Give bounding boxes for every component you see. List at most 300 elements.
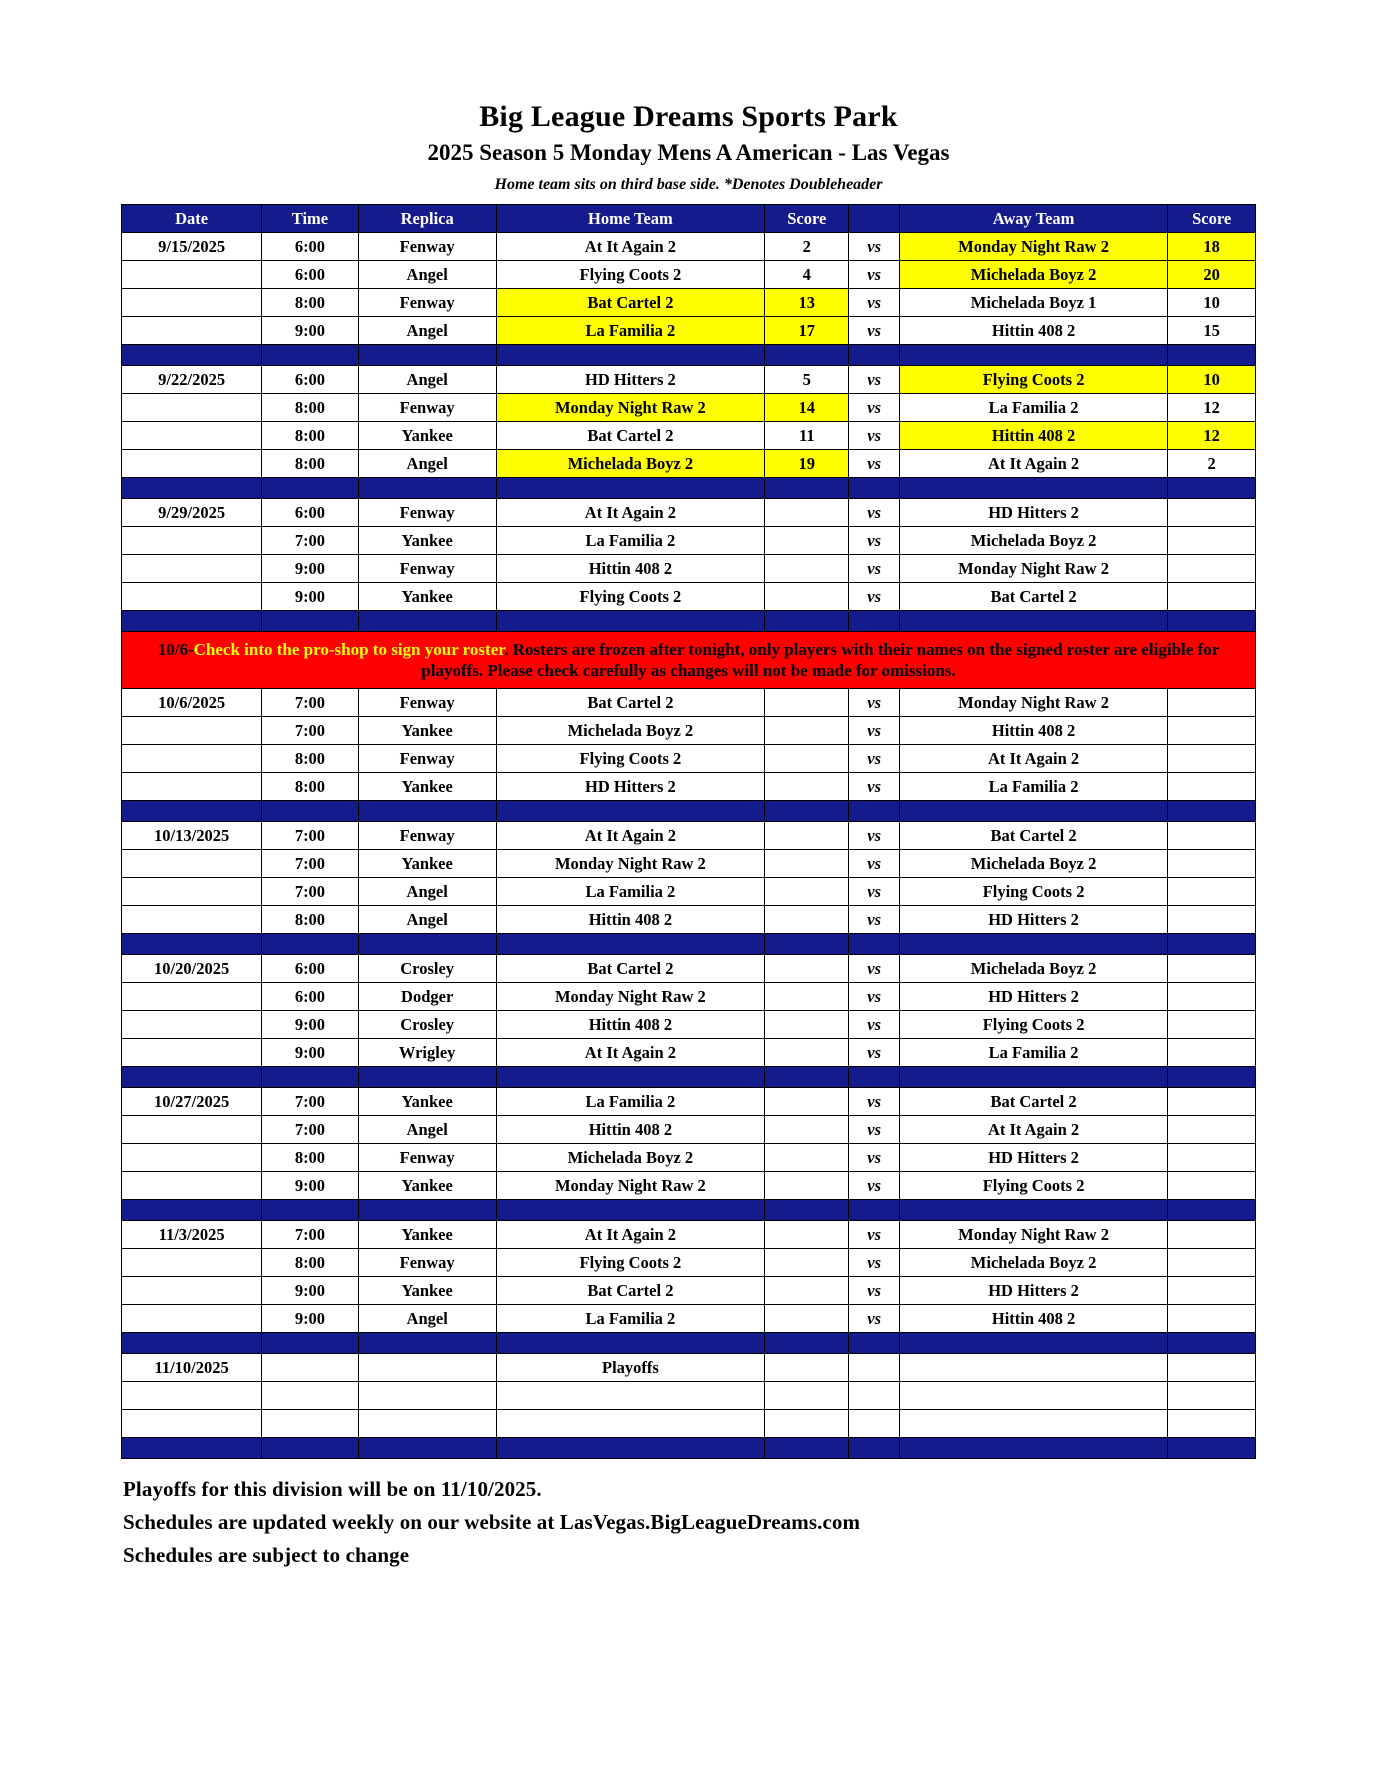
- roster-notice-row: [122, 632, 1256, 689]
- cell-replica: Fenway: [358, 289, 496, 317]
- separator-cell: [122, 934, 262, 955]
- separator-cell: [849, 478, 899, 499]
- cell-vs: vs: [849, 822, 899, 850]
- page-subtitle: 2025 Season 5 Monday Mens A American - Las Vegas: [427, 140, 950, 165]
- cell-date: 10/27/2025: [122, 1088, 262, 1116]
- separator-cell: [899, 1067, 1167, 1088]
- table-body: [122, 233, 1256, 1459]
- cell-replica: Fenway: [358, 1144, 496, 1172]
- cell-vs: vs: [849, 1221, 899, 1249]
- cell-vs: vs: [849, 366, 899, 394]
- cell-away-team: Bat Cartel 2: [899, 1088, 1167, 1116]
- cell-home-team: Flying Coots 2: [496, 583, 764, 611]
- cell-away-team: Michelada Boyz 1: [899, 289, 1167, 317]
- cell-away-team: La Familia 2: [899, 773, 1167, 801]
- cell-date: [122, 745, 262, 773]
- cell-replica: Crosley: [358, 955, 496, 983]
- separator-cell: [262, 801, 358, 822]
- cell-away-team: Hittin 408 2: [899, 1305, 1167, 1333]
- cell-home-score: 17: [765, 317, 849, 345]
- separator-cell: [899, 1333, 1167, 1354]
- cell-vs: vs: [849, 1144, 899, 1172]
- table-row: [122, 1116, 1256, 1144]
- table-row: [122, 745, 1256, 773]
- cell-away-score: [1168, 1249, 1256, 1277]
- cell-away-score: 18: [1168, 233, 1256, 261]
- footer-playoffs-line: Playoffs for this division will be on 11/10/2025.: [123, 1477, 542, 1501]
- cell-replica: Yankee: [358, 527, 496, 555]
- cell-time: 8:00: [262, 450, 358, 478]
- week-separator-row: [122, 1333, 1256, 1354]
- table-row: [122, 1410, 1256, 1438]
- cell-away-team: Michelada Boyz 2: [899, 955, 1167, 983]
- cell-away-score: 2: [1168, 450, 1256, 478]
- cell-time: 7:00: [262, 527, 358, 555]
- separator-cell: [262, 1067, 358, 1088]
- table-row: [122, 1172, 1256, 1200]
- cell-vs: vs: [849, 527, 899, 555]
- table-row: [122, 955, 1256, 983]
- table-row: [122, 717, 1256, 745]
- table-row: [122, 1354, 1256, 1382]
- separator-cell: [496, 934, 764, 955]
- cell-time: 7:00: [262, 1088, 358, 1116]
- separator-cell: [122, 611, 262, 632]
- cell-time: 7:00: [262, 850, 358, 878]
- week-separator-row: [122, 1067, 1256, 1088]
- cell-replica: Yankee: [358, 1221, 496, 1249]
- separator-cell: [496, 1438, 764, 1459]
- table-row: [122, 822, 1256, 850]
- cell-home-score: [765, 555, 849, 583]
- separator-cell: [262, 1200, 358, 1221]
- separator-cell: [1168, 1200, 1256, 1221]
- separator-cell: [899, 934, 1167, 955]
- cell-home-team: Flying Coots 2: [496, 1249, 764, 1277]
- table-row: [122, 1249, 1256, 1277]
- cell-date: [122, 1249, 262, 1277]
- cell-date: 10/6/2025: [122, 689, 262, 717]
- cell-home-score: [765, 1249, 849, 1277]
- table-row: [122, 289, 1256, 317]
- cell-vs: vs: [849, 289, 899, 317]
- cell-vs: vs: [849, 1305, 899, 1333]
- table-row: [122, 261, 1256, 289]
- cell-date: [122, 289, 262, 317]
- cell-home-score: [765, 983, 849, 1011]
- table-row: [122, 527, 1256, 555]
- cell-date: [122, 850, 262, 878]
- cell-away-score: [1168, 878, 1256, 906]
- cell-date: [122, 450, 262, 478]
- cell-date: [122, 717, 262, 745]
- cell-replica: Yankee: [358, 1172, 496, 1200]
- cell-home-score: [765, 1039, 849, 1067]
- separator-cell: [262, 934, 358, 955]
- table-row: [122, 850, 1256, 878]
- cell-replica: [358, 1410, 496, 1438]
- cell-away-score: [1168, 822, 1256, 850]
- cell-away-score: 10: [1168, 289, 1256, 317]
- cell-away-score: [1168, 499, 1256, 527]
- cell-away-team: [899, 1382, 1167, 1410]
- cell-vs: vs: [849, 717, 899, 745]
- cell-time: 8:00: [262, 394, 358, 422]
- column-header-vs: [849, 205, 899, 233]
- separator-cell: [899, 1438, 1167, 1459]
- cell-away-score: 12: [1168, 394, 1256, 422]
- separator-cell: [765, 1333, 849, 1354]
- cell-vs: vs: [849, 261, 899, 289]
- cell-date: 11/10/2025: [122, 1354, 262, 1382]
- table-row: [122, 1088, 1256, 1116]
- cell-replica: Fenway: [358, 394, 496, 422]
- week-separator-row: [122, 611, 1256, 632]
- cell-replica: Yankee: [358, 422, 496, 450]
- cell-away-score: [1168, 1039, 1256, 1067]
- cell-away-team: Flying Coots 2: [899, 1011, 1167, 1039]
- column-header-home-score: Score: [765, 205, 849, 233]
- separator-cell: [765, 611, 849, 632]
- cell-time: 8:00: [262, 1144, 358, 1172]
- separator-cell: [358, 345, 496, 366]
- cell-time: 8:00: [262, 745, 358, 773]
- cell-vs: vs: [849, 878, 899, 906]
- cell-vs: vs: [849, 1277, 899, 1305]
- cell-replica: Angel: [358, 906, 496, 934]
- table-row: [122, 1382, 1256, 1410]
- separator-cell: [849, 801, 899, 822]
- cell-date: 11/3/2025: [122, 1221, 262, 1249]
- cell-vs: [849, 1354, 899, 1382]
- cell-away-score: [1168, 850, 1256, 878]
- cell-away-score: 12: [1168, 422, 1256, 450]
- table-row: [122, 1011, 1256, 1039]
- table-row: [122, 1039, 1256, 1067]
- cell-time: 6:00: [262, 955, 358, 983]
- cell-replica: Fenway: [358, 499, 496, 527]
- cell-time: 9:00: [262, 317, 358, 345]
- cell-vs: vs: [849, 394, 899, 422]
- separator-cell: [122, 345, 262, 366]
- cell-away-score: [1168, 583, 1256, 611]
- week-separator-row: [122, 1200, 1256, 1221]
- cell-home-team: Michelada Boyz 2: [496, 1144, 764, 1172]
- cell-date: 9/22/2025: [122, 366, 262, 394]
- cell-away-score: [1168, 555, 1256, 583]
- separator-cell: [358, 801, 496, 822]
- cell-home-team: Monday Night Raw 2: [496, 983, 764, 1011]
- cell-away-score: 10: [1168, 366, 1256, 394]
- separator-cell: [496, 1067, 764, 1088]
- cell-time: 9:00: [262, 1011, 358, 1039]
- cell-home-team: Flying Coots 2: [496, 745, 764, 773]
- cell-time: 7:00: [262, 1116, 358, 1144]
- cell-home-team: Hittin 408 2: [496, 1011, 764, 1039]
- table-row: [122, 878, 1256, 906]
- cell-vs: [849, 1410, 899, 1438]
- cell-home-score: [765, 1144, 849, 1172]
- cell-home-score: [765, 955, 849, 983]
- cell-away-team: Michelada Boyz 2: [899, 850, 1167, 878]
- column-header-time: Time: [262, 205, 358, 233]
- cell-away-team: Flying Coots 2: [899, 878, 1167, 906]
- cell-home-team: Playoffs: [496, 1354, 764, 1382]
- separator-cell: [262, 345, 358, 366]
- separator-cell: [849, 611, 899, 632]
- cell-vs: vs: [849, 450, 899, 478]
- cell-replica: Angel: [358, 1305, 496, 1333]
- cell-home-score: [765, 1088, 849, 1116]
- notice-rest: . Rosters are frozen after tonight, only players with their names on the signed roster are eligible for playoffs. Please check carefully as changes will not be made for omissions.: [421, 639, 1220, 680]
- separator-cell: [496, 478, 764, 499]
- separator-cell: [899, 801, 1167, 822]
- cell-home-team: At It Again 2: [496, 499, 764, 527]
- cell-time: 6:00: [262, 499, 358, 527]
- cell-home-score: 14: [765, 394, 849, 422]
- cell-time: 7:00: [262, 717, 358, 745]
- cell-away-score: 20: [1168, 261, 1256, 289]
- cell-time: [262, 1382, 358, 1410]
- table-row: [122, 1277, 1256, 1305]
- cell-date: [122, 906, 262, 934]
- table-row: [122, 1305, 1256, 1333]
- cell-home-team: At It Again 2: [496, 233, 764, 261]
- cell-time: 8:00: [262, 1249, 358, 1277]
- cell-home-score: 4: [765, 261, 849, 289]
- cell-time: 9:00: [262, 1039, 358, 1067]
- cell-replica: Crosley: [358, 1011, 496, 1039]
- cell-vs: vs: [849, 1172, 899, 1200]
- cell-home-score: [765, 499, 849, 527]
- table-row: [122, 555, 1256, 583]
- table-row: [122, 773, 1256, 801]
- cell-home-team: La Familia 2: [496, 1305, 764, 1333]
- separator-cell: [496, 1333, 764, 1354]
- cell-away-team: Bat Cartel 2: [899, 583, 1167, 611]
- cell-away-team: HD Hitters 2: [899, 1277, 1167, 1305]
- cell-home-score: [765, 1221, 849, 1249]
- cell-date: 9/15/2025: [122, 233, 262, 261]
- cell-home-score: [765, 1116, 849, 1144]
- separator-cell: [765, 345, 849, 366]
- cell-date: 10/20/2025: [122, 955, 262, 983]
- separator-cell: [358, 1200, 496, 1221]
- cell-date: [122, 1011, 262, 1039]
- column-header-away-team: Away Team: [899, 205, 1167, 233]
- cell-away-score: [1168, 1305, 1256, 1333]
- table-row: [122, 422, 1256, 450]
- cell-date: [122, 1382, 262, 1410]
- separator-cell: [1168, 1333, 1256, 1354]
- cell-time: 9:00: [262, 1277, 358, 1305]
- cell-home-score: [765, 1277, 849, 1305]
- footer-website-line: Schedules are updated weekly on our website at LasVegas.BigLeagueDreams.com: [123, 1510, 861, 1534]
- cell-away-score: [1168, 1277, 1256, 1305]
- separator-cell: [262, 478, 358, 499]
- cell-time: 8:00: [262, 289, 358, 317]
- cell-away-team: [899, 1410, 1167, 1438]
- cell-vs: vs: [849, 233, 899, 261]
- cell-time: 6:00: [262, 366, 358, 394]
- cell-replica: Yankee: [358, 1088, 496, 1116]
- cell-home-team: Monday Night Raw 2: [496, 1172, 764, 1200]
- separator-cell: [1168, 611, 1256, 632]
- cell-date: [122, 422, 262, 450]
- cell-vs: vs: [849, 499, 899, 527]
- separator-cell: [1168, 345, 1256, 366]
- cell-away-score: [1168, 1410, 1256, 1438]
- cell-date: [122, 261, 262, 289]
- table-row: [122, 394, 1256, 422]
- cell-replica: [358, 1354, 496, 1382]
- cell-home-team: Hittin 408 2: [496, 555, 764, 583]
- cell-replica: Fenway: [358, 1249, 496, 1277]
- cell-vs: vs: [849, 906, 899, 934]
- cell-home-team: Bat Cartel 2: [496, 955, 764, 983]
- footer-notes: [120, 1477, 1257, 1568]
- separator-cell: [1168, 1438, 1256, 1459]
- cell-away-score: [1168, 1172, 1256, 1200]
- separator-cell: [849, 1067, 899, 1088]
- table-row: [122, 689, 1256, 717]
- cell-replica: Angel: [358, 261, 496, 289]
- cell-date: [122, 1277, 262, 1305]
- cell-home-team: [496, 1382, 764, 1410]
- cell-time: 9:00: [262, 1305, 358, 1333]
- cell-home-team: At It Again 2: [496, 1221, 764, 1249]
- cell-away-score: [1168, 1144, 1256, 1172]
- cell-home-score: 5: [765, 366, 849, 394]
- cell-replica: Fenway: [358, 822, 496, 850]
- cell-home-team: Hittin 408 2: [496, 906, 764, 934]
- separator-cell: [849, 345, 899, 366]
- column-header-away-score: Score: [1168, 205, 1256, 233]
- cell-away-score: [1168, 955, 1256, 983]
- cell-home-score: [765, 745, 849, 773]
- separator-cell: [262, 1333, 358, 1354]
- cell-home-team: Monday Night Raw 2: [496, 394, 764, 422]
- cell-away-team: Monday Night Raw 2: [899, 689, 1167, 717]
- cell-home-score: [765, 1354, 849, 1382]
- table-row: [122, 1221, 1256, 1249]
- cell-away-score: [1168, 1382, 1256, 1410]
- cell-replica: Yankee: [358, 583, 496, 611]
- cell-home-score: [765, 1305, 849, 1333]
- cell-vs: vs: [849, 583, 899, 611]
- cell-away-score: [1168, 1011, 1256, 1039]
- cell-replica: Fenway: [358, 555, 496, 583]
- week-separator-row: [122, 345, 1256, 366]
- cell-home-team: La Familia 2: [496, 1088, 764, 1116]
- cell-replica: Angel: [358, 366, 496, 394]
- cell-away-score: [1168, 983, 1256, 1011]
- page-note: Home team sits on third base side. *Denotes Doubleheader: [494, 176, 883, 193]
- cell-replica: Yankee: [358, 1277, 496, 1305]
- column-header-replica: Replica: [358, 205, 496, 233]
- cell-home-score: [765, 527, 849, 555]
- cell-date: [122, 1305, 262, 1333]
- cell-away-team: Monday Night Raw 2: [899, 1221, 1167, 1249]
- separator-cell: [122, 1438, 262, 1459]
- cell-away-team: Hittin 408 2: [899, 422, 1167, 450]
- cell-home-team: Bat Cartel 2: [496, 689, 764, 717]
- cell-vs: vs: [849, 317, 899, 345]
- separator-cell: [849, 1333, 899, 1354]
- cell-time: 7:00: [262, 878, 358, 906]
- cell-vs: vs: [849, 1088, 899, 1116]
- cell-vs: vs: [849, 422, 899, 450]
- separator-cell: [849, 1200, 899, 1221]
- cell-home-team: La Familia 2: [496, 527, 764, 555]
- cell-away-score: 15: [1168, 317, 1256, 345]
- cell-date: [122, 394, 262, 422]
- cell-away-team: La Familia 2: [899, 1039, 1167, 1067]
- cell-replica: [358, 1382, 496, 1410]
- cell-home-team: Bat Cartel 2: [496, 422, 764, 450]
- separator-cell: [358, 1333, 496, 1354]
- cell-replica: Dodger: [358, 983, 496, 1011]
- cell-time: 6:00: [262, 983, 358, 1011]
- cell-replica: Fenway: [358, 689, 496, 717]
- cell-date: [122, 317, 262, 345]
- cell-replica: Angel: [358, 1116, 496, 1144]
- cell-time: 7:00: [262, 1221, 358, 1249]
- cell-away-team: HD Hitters 2: [899, 499, 1167, 527]
- separator-cell: [849, 934, 899, 955]
- cell-away-score: [1168, 906, 1256, 934]
- cell-away-team: At It Again 2: [899, 745, 1167, 773]
- cell-time: 7:00: [262, 689, 358, 717]
- table-row: [122, 317, 1256, 345]
- table-row: [122, 1144, 1256, 1172]
- cell-home-score: [765, 1172, 849, 1200]
- notice-prefix: 10/6-: [157, 639, 194, 659]
- cell-away-score: [1168, 1221, 1256, 1249]
- cell-date: 10/13/2025: [122, 822, 262, 850]
- schedule-table: [121, 204, 1256, 1459]
- header-row: [122, 205, 1256, 233]
- cell-away-score: [1168, 1354, 1256, 1382]
- cell-time: 8:00: [262, 422, 358, 450]
- separator-cell: [496, 801, 764, 822]
- separator-cell: [1168, 1067, 1256, 1088]
- cell-home-team: Bat Cartel 2: [496, 1277, 764, 1305]
- cell-home-score: 13: [765, 289, 849, 317]
- cell-replica: Angel: [358, 450, 496, 478]
- table-header: [122, 205, 1256, 233]
- separator-cell: [765, 934, 849, 955]
- cell-away-team: Bat Cartel 2: [899, 822, 1167, 850]
- separator-cell: [765, 1438, 849, 1459]
- separator-cell: [358, 1438, 496, 1459]
- cell-time: 8:00: [262, 906, 358, 934]
- separator-cell: [899, 611, 1167, 632]
- cell-home-score: 19: [765, 450, 849, 478]
- cell-vs: vs: [849, 555, 899, 583]
- separator-cell: [765, 1200, 849, 1221]
- notice-highlight: Check into the pro-shop to sign your roster: [193, 639, 505, 659]
- cell-home-score: [765, 1410, 849, 1438]
- cell-home-team: Michelada Boyz 2: [496, 450, 764, 478]
- cell-home-score: [765, 717, 849, 745]
- cell-away-team: Flying Coots 2: [899, 366, 1167, 394]
- cell-date: [122, 878, 262, 906]
- cell-vs: vs: [849, 850, 899, 878]
- separator-cell: [358, 1067, 496, 1088]
- separator-cell: [122, 1200, 262, 1221]
- cell-replica: Yankee: [358, 717, 496, 745]
